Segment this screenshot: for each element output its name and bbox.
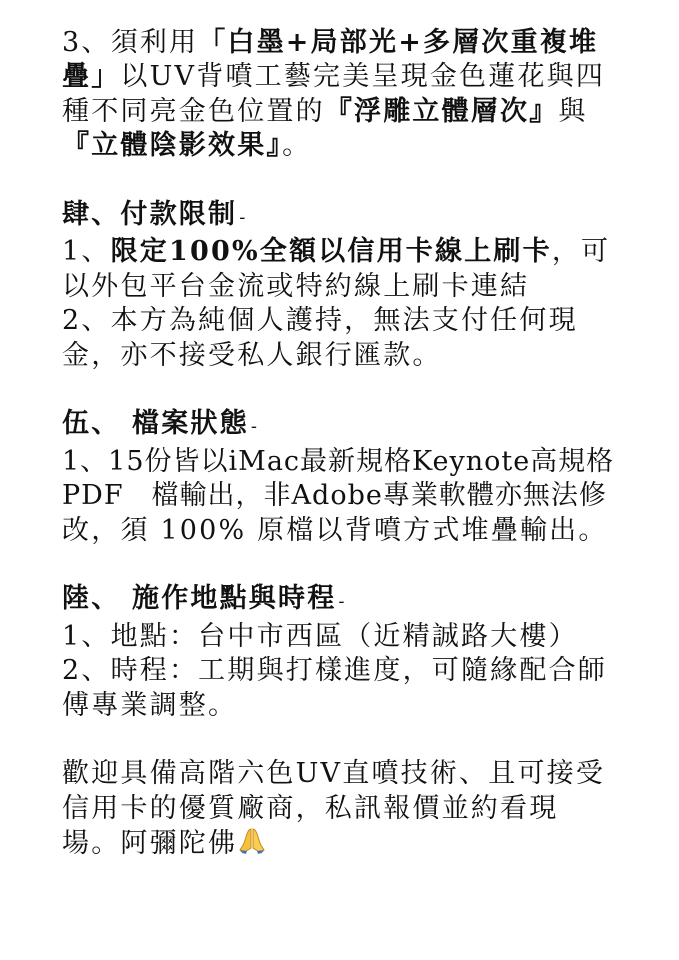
- heading-text: 伍、 檔案狀態: [62, 408, 249, 440]
- section-4-item-2-line-2: 金，亦不接受私人銀行匯款。: [62, 339, 442, 371]
- heading-text: 肆、付款限制: [62, 199, 238, 231]
- section-6-heading: [62, 582, 659, 619]
- bold-text-run: 「白墨+局部光+多層次重複堆: [198, 27, 599, 58]
- paragraph-3-line-3: [62, 95, 659, 129]
- spacer: [62, 548, 659, 582]
- paragraph-3-line-4: [62, 129, 659, 163]
- text-run: 3、須利用: [62, 27, 199, 58]
- section-5-heading: [62, 407, 659, 444]
- text-run: 種不同亮金色位置的: [62, 95, 325, 127]
- heading-dash: -: [338, 591, 347, 613]
- text-run: 場。阿彌陀佛: [62, 828, 238, 860]
- bold-text-run: 『浮雕立體層次』: [324, 95, 559, 127]
- spacer: [62, 723, 659, 757]
- heading-dash: -: [239, 207, 248, 229]
- text-run: 。: [282, 130, 312, 162]
- section-5-item-1-line-2: PDF 檔輸出，非Adobe專業軟體亦無法修: [62, 480, 607, 512]
- closing-line-1: 歡迎具備高階六色UV直噴技術、且可接受: [62, 758, 606, 790]
- bold-text-run: 『立體陰影效果』: [62, 130, 283, 162]
- bold-text-run: 疊」: [62, 61, 121, 93]
- closing-line-2: 信用卡的優質廠商，私訊報價並約看現: [62, 792, 559, 824]
- section-4-item-1-line-1: [62, 235, 659, 269]
- text-run: ，可: [551, 236, 611, 268]
- heading-dash: -: [250, 416, 260, 438]
- heading-text: 陸、 施作地點與時程: [62, 583, 337, 615]
- spacer: [62, 164, 659, 198]
- paragraph-3-line-2: [62, 60, 659, 94]
- section-6-item-1: 1、地點：台中市西區（近精誠路大樓）: [62, 620, 578, 652]
- text-run: 與: [558, 95, 588, 127]
- paragraph-3-line-1: [62, 26, 659, 60]
- section-4-item-2-line-1: 2、本方為純個人護持，無法支付任何現: [62, 305, 578, 337]
- section-6-item-2-line-2: 傅專業調整。: [62, 689, 238, 721]
- folded-hands-icon: [237, 826, 267, 856]
- section-6-item-2-line-1: 2、時程：工期與打樣進度，可隨緣配合師: [62, 655, 607, 687]
- section-5-item-1-line-1: 1、15份皆以iMac最新規格Keynote高規格: [62, 445, 615, 477]
- text-run: 以UV背噴工藝完美呈現金色蓮花與四: [120, 61, 606, 93]
- spacer: [62, 373, 659, 407]
- section-5-item-1-line-3: 改，須 100% 原檔以背噴方式堆疊輸出。: [62, 514, 608, 546]
- section-4-heading: [62, 198, 659, 235]
- bold-text-run: 限定100%全額以信用卡線上刷卡: [110, 236, 552, 268]
- text-run: 1、: [62, 236, 111, 268]
- closing-line-3: [62, 826, 659, 861]
- section-4-item-1-line-2: 以外包平台金流或特約線上刷卡連結: [62, 270, 530, 302]
